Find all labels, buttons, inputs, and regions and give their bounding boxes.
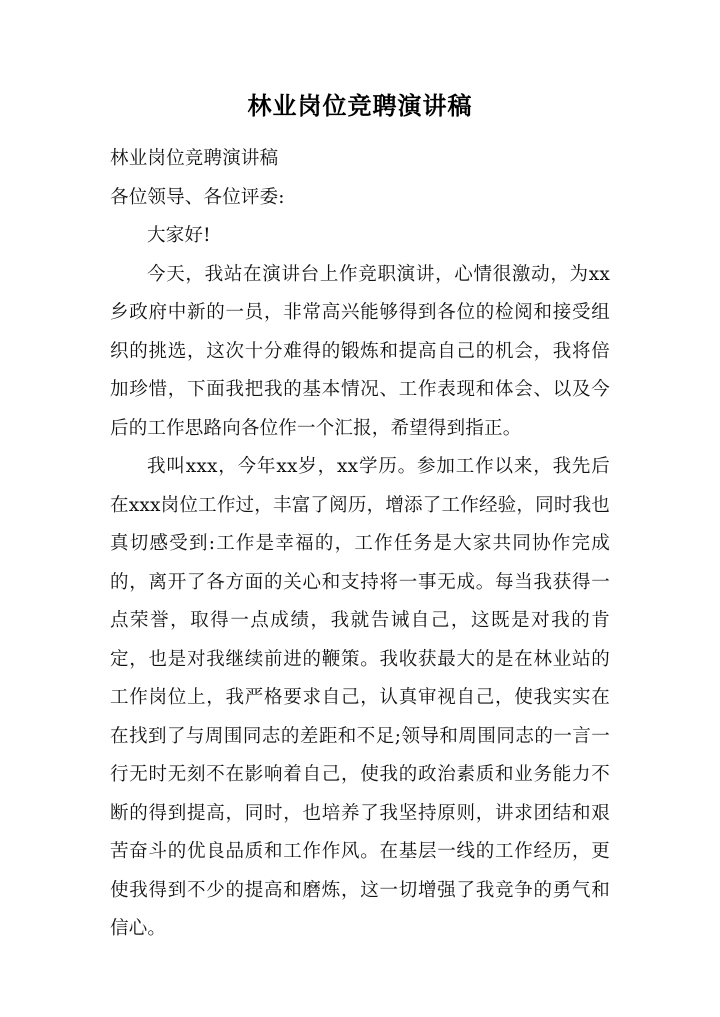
greeting-line: 大家好! [147,225,211,246]
subtitle-line: 林业岗位竞聘演讲稿 [110,148,279,169]
document-body [110,140,610,949]
salutation-line: 各位领导、各位评委: [110,186,285,208]
document-title: 林业岗位竞聘演讲稿 [247,92,473,120]
paragraph-background: 我叫xxx，今年xx岁，xx学历。参加工作以来，我先后在xxx岗位工作过，丰富了阅历，增添了工作经验，同时我也真切感受到:工作是幸福的，工作任务是大家共同协作完成的，离开了各方面的关心和支持将一事无成。每当我获得一点荣誉，取得一点成绩，我就告诫自己，这既是对我的肯定，也是对我继续前进的鞭策。我收获最大的是在林业站的工作岗位上，我严格要求自己，认真审视自己，使我实实在在找到了与周围同志的差距和不足;领导和周围同志的一言一行无时无刻不在影响着自己，使我的政治素质和业务能力不断的得到提高，同时，也培养了我坚持原则，讲求团结和艰苦奋斗的优良品质和工作作风。在基层一线的工作经历，更使我得到不少的提高和磨炼，这一切增强了我竞争的勇气和信心。 [110,456,610,939]
paragraph-intro: 今天，我站在演讲台上作竞职演讲，心情很激动，为xx乡政府中新的一员，非常高兴能够得到各位的检阅和接受组织的挑选，这次十分难得的锻炼和提高自己的机会，我将倍加珍惜，下面我把我的基本情况、工作表现和体会、以及今后的工作思路向各位作一个汇报，希望得到指正。 [110,263,610,439]
